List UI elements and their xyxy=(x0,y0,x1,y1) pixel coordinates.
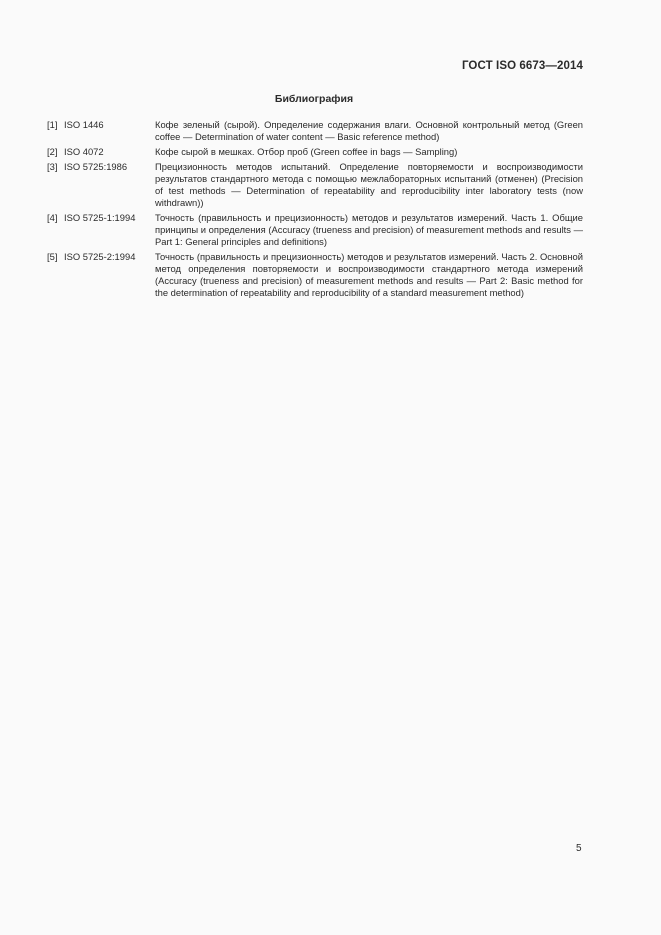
entry-standard-code: ISO 4072 xyxy=(64,146,104,157)
entry-standard-code: ISO 5725-1:1994 xyxy=(64,212,136,223)
entry-number: [1] xyxy=(47,119,58,130)
entry-description: Кофе сырой в мешках. Отбор проб (Green coffee in bags — Sampling) xyxy=(155,146,458,157)
bibliography-entry xyxy=(47,146,583,158)
document-code-header: ГОСТ ISO 6673—2014 xyxy=(461,60,583,72)
bibliography-entry xyxy=(47,119,583,143)
bibliography-title: Библиография xyxy=(274,93,354,105)
entry-number: [2] xyxy=(47,146,58,157)
page-number: 5 xyxy=(576,843,582,854)
entry-standard-code: ISO 5725-2:1994 xyxy=(64,251,136,262)
entry-standard-code: ISO 1446 xyxy=(64,119,104,130)
bibliography-list xyxy=(47,119,583,302)
entry-standard-code: ISO 5725:1986 xyxy=(64,161,128,172)
entry-description: Кофе зеленый (сырой). Определение содержания влаги. Основной контрольный метод (Green coffee — Determination of water content — Basic reference method) xyxy=(155,119,583,142)
entry-number: [5] xyxy=(47,251,58,262)
bibliography-entry xyxy=(47,251,583,299)
entry-number: [4] xyxy=(47,212,58,223)
bibliography-entry xyxy=(47,212,583,248)
entry-number: [3] xyxy=(47,161,58,172)
bibliography-entry xyxy=(47,161,583,209)
entry-description: Прецизионность методов испытаний. Определение повторяемости и воспроизводимости результатов стандартного метода с помощью межлабораторных испытаний (отменен) (Precision of test methods — Determination of repeatability and reproducibility inter laboratory tests (now withdrawn)) xyxy=(155,161,583,208)
entry-description: Точность (правильность и прецизионность) методов и результатов измерений. Часть 2. Основной метод определения повторяемости и воспроизводимости стандартного метода измерений (Accuracy (trueness and precision) of measurement methods and results — Part 2: Basic method for the determination of repeatability and reproducibility of a standard measurement method) xyxy=(155,251,583,298)
entry-description: Точность (правильность и прецизионность) методов и результатов измерений. Часть 1. Общие принципы и определения (Accuracy (trueness and precision) of measurement methods and results — Part 1: General principles and definitions) xyxy=(155,212,583,247)
